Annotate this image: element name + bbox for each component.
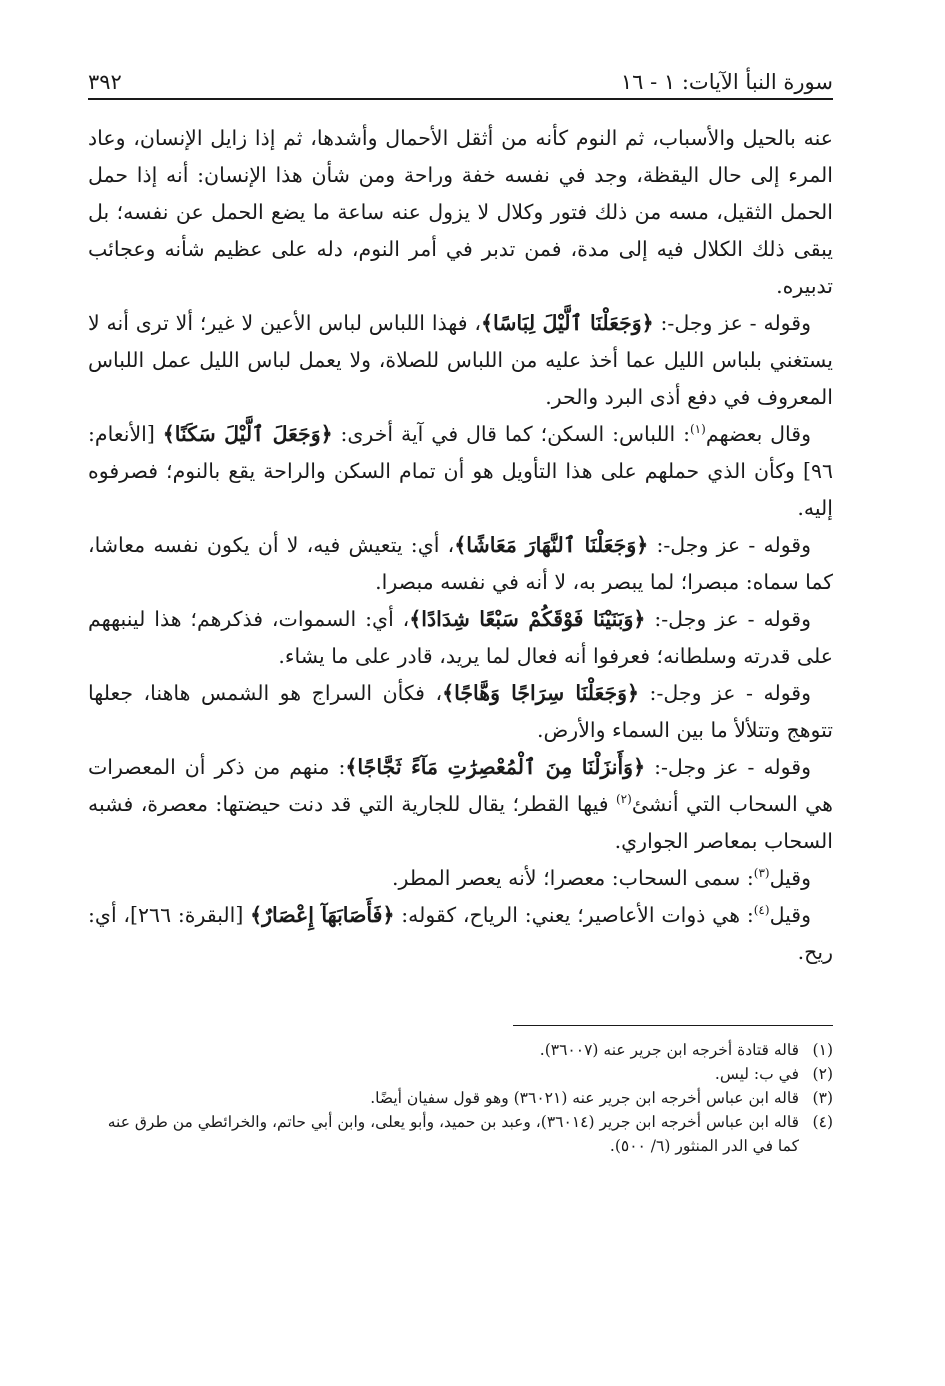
footnote <box>88 1038 833 1062</box>
page-number: ٣٩٢ <box>88 70 122 94</box>
footnote-number: (٢) <box>812 1065 833 1083</box>
text-segment: عنه بالحيل والأسباب، ثم النوم كأنه من أثقل الأحمال وأشدها، ثم إذا زايل الإنسان، وعاد المرء إلى حال اليقظة، وجد في نفسه خفة وراحة ومن شأن هذا الإنسان: أنه إذا حمل الحمل الثقيل، مسه من ذلك فتور وكلال لا يزول عنه ساعة ما يضع الحمل عن نفسه؛ بل يبقى ذلك الكلال فيه إلى مدة، فمن تدبر في أمر النوم، دله على عظيم شأنه وعجائب تدبيره. <box>88 126 833 298</box>
footnote-ref: (٢) <box>615 792 632 807</box>
text-segment: وقال بعضهم <box>705 422 811 446</box>
text-segment: : سمى السحاب: معصرا؛ لأنه يعصر المطر. <box>392 866 754 890</box>
footnote-ref: (٤) <box>753 903 770 918</box>
header-rule <box>88 98 833 100</box>
footnote-ref: (٣) <box>753 866 770 881</box>
quran-verse: ﴿وَجَعَلْنَا سِرَاجًا وَهَّاجًا﴾ <box>442 681 640 705</box>
text-segment: فيها القطر؛ يقال للجارية التي قد دنت حيضتها: معصرة، فشبه السحاب بمعاصر الجواري. <box>88 792 833 853</box>
footnote-text: قاله ابن عباس أخرجه ابن جرير (٣٦٠١٤)، وعبد بن حميد، وأبو يعلى، وابن أبي حاتم، والخرائطي من طرق عنه كما في الدر المنثور (٦/ ٥٠٠). <box>107 1113 799 1155</box>
paragraph <box>88 305 833 416</box>
paragraph <box>88 897 833 971</box>
text-segment: ، فكأن السراج هو الشمس هاهنا، جعلها تتوهج وتتلألأ ما بين السماء والأرض. <box>88 681 833 742</box>
quran-verse: ﴿وَجَعَلْنَا ٱلَّيْلَ لِبَاسًا﴾ <box>480 311 654 335</box>
text-segment: ، فهذا اللباس لباس الأعين لا غير؛ ألا ترى أنه لا يستغني بلباس الليل عما أخذ عليه من اللباس للصلاة، ولا يعمل لباس الليل عمل اللباس المعروف في دفع أذى البرد والحر. <box>88 311 833 409</box>
quran-verse: ﴿وَأَنزَلْنَا مِنَ ٱلْمُعْصِرَٰتِ مَآءً ثَجَّاجًا﴾ <box>345 755 646 779</box>
paragraph <box>88 749 833 860</box>
quran-verse: ﴿وَجَعَلَ ٱلَّيْلَ سَكَنًا﴾ <box>162 422 333 446</box>
paragraph <box>88 860 833 897</box>
text-segment: [الأنعام: ٩٦] وكأن الذي حملهم على هذا التأويل هو أن تمام السكن والراحة يقع بالنوم؛ فصرفوه إليه. <box>88 422 833 520</box>
text-segment: ، أي: السموات، فذكرهم؛ هذا لينبههم على قدرته وسلطانه؛ فعرفوا أنه فعال لما يريد، قادر على ما يشاء. <box>88 607 833 668</box>
footnote <box>88 1086 833 1110</box>
paragraph <box>88 601 833 675</box>
footnote-text: في ب: ليس. <box>714 1065 799 1083</box>
text-segment: [البقرة: ٢٦٦]، أي: ريح. <box>88 903 833 964</box>
quran-verse: ﴿فَأَصَابَهَآ إِعْصَارٌ﴾ <box>250 903 395 927</box>
text-segment: وقوله - عز وجل-: <box>648 533 812 557</box>
footnote-separator <box>513 1025 833 1026</box>
footnote <box>88 1062 833 1086</box>
quran-verse: ﴿وَجَعَلْنَا ٱلنَّهَارَ مَعَاشًا﴾ <box>454 533 649 557</box>
text-segment: وقيل <box>769 903 811 927</box>
page-header <box>88 50 833 94</box>
footnotes <box>88 1038 833 1158</box>
footnote-ref: (١) <box>689 422 706 437</box>
footnote-number: (١) <box>812 1041 833 1059</box>
footnote-text: قاله قتادة أخرجه ابن جرير عنه (٣٦٠٠٧). <box>539 1041 799 1059</box>
paragraph <box>88 527 833 601</box>
paragraph <box>88 120 833 305</box>
text-segment: : اللباس: السكن؛ كما قال في آية أخرى: <box>332 422 690 446</box>
text-segment: وقوله - عز وجل-: <box>653 311 811 335</box>
text-segment: ، أي: يتعيش فيه، لا أن يكون نفسه معاشا، كما سماه: مبصرا؛ لما يبصر به، لا أنه في نفسه مبصرا. <box>88 533 833 594</box>
text-segment: : منهم من ذكر أن المعصرات هي السحاب التي أنشئ <box>88 755 833 816</box>
footnote-text: قاله ابن عباس أخرجه ابن جرير عنه (٣٦٠٢١) وهو قول سفيان أيضًا. <box>370 1089 799 1107</box>
text-segment: : هي ذوات الأعاصير؛ يعني: الرياح، كقوله: <box>394 903 754 927</box>
running-title: سورة النبأ الآيات: ١ - ١٦ <box>620 70 833 94</box>
main-text <box>88 120 833 971</box>
text-segment: وقوله - عز وجل-: <box>639 681 811 705</box>
text-segment: وقوله - عز وجل-: <box>645 755 811 779</box>
footnote-number: (٣) <box>812 1089 833 1107</box>
quran-verse: ﴿وَبَنَيْنَا فَوْقَكُمْ سَبْعًا شِدَادًا﴾ <box>409 607 646 631</box>
text-segment: وقيل <box>769 866 811 890</box>
footnote-number: (٤) <box>812 1113 833 1131</box>
book-page <box>88 50 833 1158</box>
text-segment: وقوله - عز وجل-: <box>645 607 811 631</box>
paragraph <box>88 416 833 527</box>
footnote <box>88 1110 833 1158</box>
paragraph <box>88 675 833 749</box>
